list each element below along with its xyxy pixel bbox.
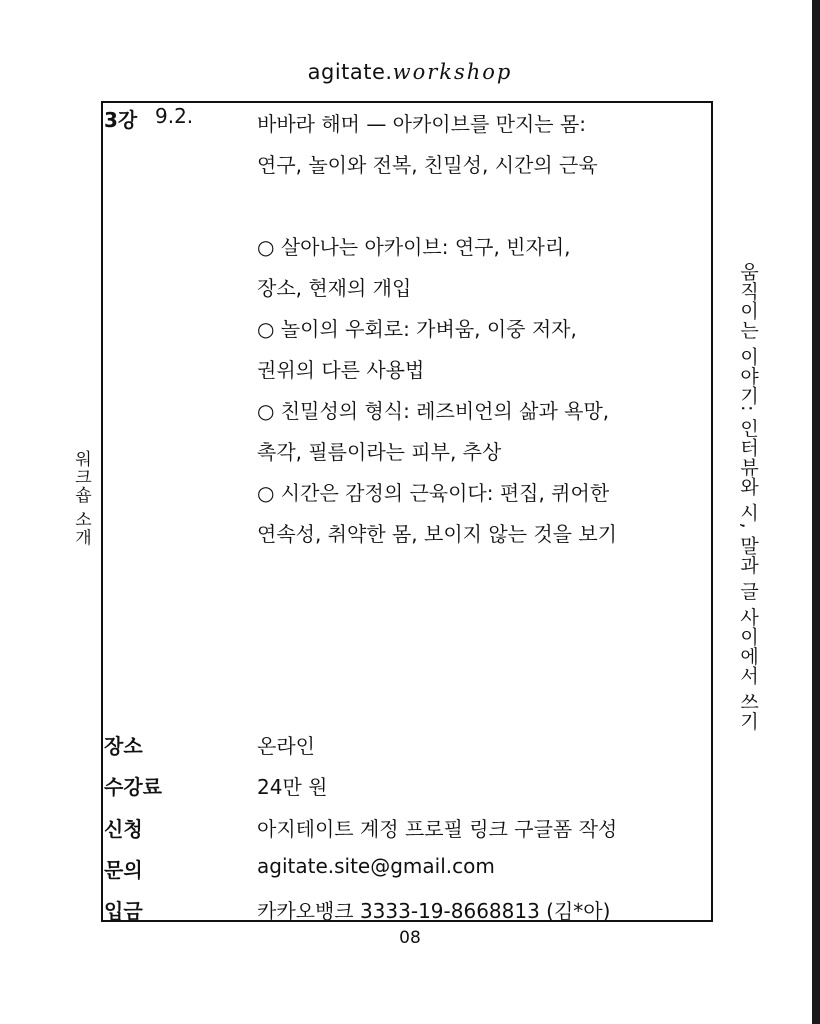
page-header [0,60,820,84]
apply-value: 아지테이트 계정 프로필 링크 구글폼 작성 [257,817,618,841]
side-caption-right: 움직이는 이야기: 인터뷰와 시, 말과 글 사이에서 쓰기 [737,262,759,731]
fee-label: 수강료 [104,775,162,799]
header-title-prefix: agitate. [307,60,393,84]
topic-line: 연속성, 취약한 몸, 보이지 않는 것을 보기 [257,522,617,546]
page-edge [812,0,820,1024]
lecture-date: 9.2. [155,104,194,128]
place-label: 장소 [104,734,143,758]
payment-value: 카카오뱅크 3333-19-8668813 (김*아) [257,899,611,923]
topic-line: ○ 살아나는 아카이브: 연구, 빈자리, [257,235,571,259]
apply-label: 신청 [104,817,143,841]
lecture-number: 3강 [104,108,138,132]
contact-label: 문의 [104,858,143,882]
topic-line: ○ 친밀성의 형식: 레즈비언의 삶과 욕망, [257,399,610,423]
header-title-suffix: workshop [392,60,513,84]
place-value: 온라인 [257,734,315,758]
contact-email[interactable]: agitate.site@gmail.com [257,854,495,878]
payment-label: 입금 [104,899,143,923]
topic-line: ○ 놀이의 우회로: 가벼움, 이중 저자, [257,317,577,341]
lecture-content [257,104,707,555]
topic-line: 장소, 현재의 개입 [257,276,412,300]
spacer [257,186,707,227]
topic-line: 촉각, 필름이라는 피부, 추상 [257,440,502,464]
lecture-title-line: 바바라 해머 — 아카이브를 만지는 몸: [257,112,587,136]
side-caption-left: 워크숍 소개 [71,450,91,547]
lecture-title-line: 연구, 놀이와 전복, 친밀성, 시간의 근육 [257,153,598,177]
topic-line: ○ 시간은 감정의 근육이다: 편집, 퀴어한 [257,481,610,505]
fee-value: 24만 원 [257,775,328,799]
page-number: 08 [399,928,421,948]
topic-line: 권위의 다른 사용법 [257,358,425,382]
